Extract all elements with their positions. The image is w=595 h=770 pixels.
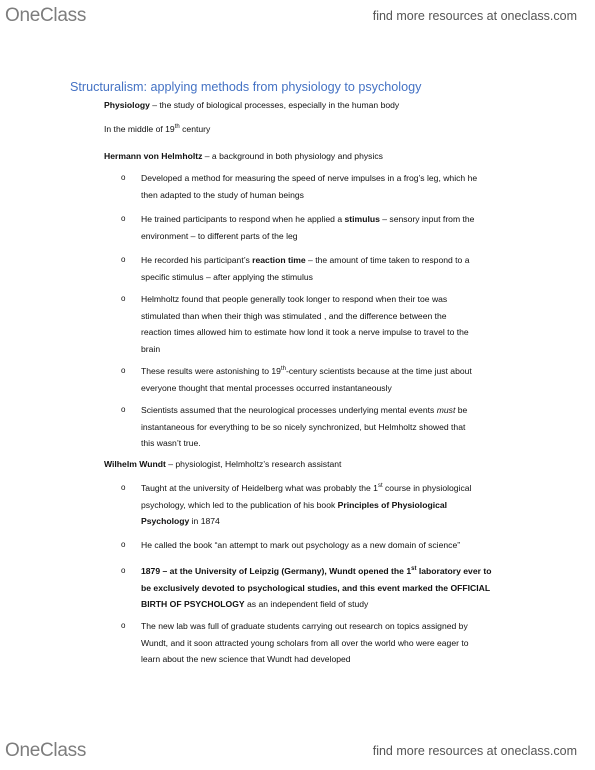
physiology-definition <box>104 99 399 111</box>
middle-sup: th <box>174 124 180 130</box>
superscript: st <box>377 483 383 489</box>
physiology-term: Physiology <box>104 100 150 110</box>
bullet-line <box>141 211 536 228</box>
text-run: These results were astonishing to 19 <box>141 366 281 376</box>
bold-run: laboratory ever to <box>416 566 492 576</box>
find-resources-link[interactable]: find more resources at oneclass.com <box>372 744 577 758</box>
middle-post: century <box>179 124 211 134</box>
wundt-name: Wilhelm Wundt <box>104 459 166 469</box>
bullet-line: The new lab was full of graduate students carrying out research on topics assigned by <box>141 621 468 631</box>
superscript: st <box>411 566 417 572</box>
page-header <box>0 0 595 30</box>
text-run: in 1874 <box>189 516 220 526</box>
bullet-line: Wundt, and it soon attracted young scholars from all over the world who were eager to <box>141 637 469 648</box>
text-run: Scientists assumed that the neurological processes underlying mental events <box>141 405 437 415</box>
bullet-line <box>141 402 536 419</box>
bullet-mark: o <box>121 255 126 264</box>
bullet-mark: o <box>121 173 126 182</box>
bullet-mark: o <box>121 214 126 223</box>
bullet-line: brain <box>141 343 161 354</box>
bullet-line <box>141 513 536 530</box>
find-resources-link[interactable]: find more resources at oneclass.com <box>372 9 577 23</box>
oneclass-logo-text: OneClass <box>5 5 87 26</box>
bullet-text <box>141 211 536 244</box>
bold-run: 1879 – at the University of Leipzig (Germany), Wundt opened the 1 <box>141 566 412 576</box>
bullet-line: Helmholtz found that people generally took longer to respond when their toe was <box>141 294 448 304</box>
bullet-mark: o <box>121 405 126 414</box>
bullet-line: this wasn’t true. <box>141 438 201 448</box>
wundt-heading <box>104 458 341 470</box>
bullet-text <box>141 563 536 613</box>
physiology-def: – the study of biological processes, especially in the human body <box>149 100 400 110</box>
bullet-text <box>141 480 536 530</box>
bullet-line <box>141 580 536 597</box>
bullet-text <box>141 402 536 452</box>
bullet-mark: o <box>121 621 126 630</box>
book-title: Psychology <box>141 516 190 526</box>
bullet-text <box>141 291 536 357</box>
bullet-line: specific stimulus – after applying the stimulus <box>141 271 313 282</box>
text-run: -century scientists because at the time just about <box>285 366 472 376</box>
text-run: course in physiological <box>382 483 472 493</box>
document-title: Structuralism: applying methods from physiology to psychology <box>70 80 422 94</box>
bullet-text <box>141 537 536 554</box>
bullet-text <box>141 363 536 396</box>
stimulus-term: stimulus <box>344 214 380 224</box>
text-run: – sensory input from the <box>379 214 475 224</box>
bullet-line <box>141 363 536 380</box>
bullet-line: reaction times allowed him to estimate how lond it took a nerve impulse to travel to the <box>141 327 469 337</box>
bullet-line: then adapted to the study of human beings <box>141 189 304 200</box>
oneclass-logo[interactable] <box>5 740 86 762</box>
bullet-mark: o <box>121 566 126 575</box>
bullet-line <box>141 252 536 269</box>
bullet-line <box>141 563 536 580</box>
emphasis: must <box>436 405 456 415</box>
oneclass-logo[interactable] <box>5 5 86 27</box>
bullet-text <box>141 252 536 285</box>
bullet-mark: o <box>121 366 126 375</box>
helmholtz-name: Hermann von Helmholtz <box>104 151 203 161</box>
middle-century-line <box>104 123 210 135</box>
wundt-desc: – physiologist, Helmholtz’s research assistant <box>165 459 342 469</box>
helmholtz-desc: – a background in both physiology and physics <box>202 151 383 161</box>
text-run: – the amount of time taken to respond to a <box>305 255 470 265</box>
bullet-mark: o <box>121 540 126 549</box>
superscript: th <box>280 366 286 372</box>
bullet-line: learn about the new science that Wundt had developed <box>141 654 351 664</box>
book-title: Principles of Physiological <box>337 499 448 510</box>
bullet-line: everyone thought that mental processes occurred instantaneously <box>141 382 392 393</box>
helmholtz-heading <box>104 150 383 162</box>
bullet-line: stimulated than when their thigh was stimulated , and the difference between the <box>141 310 447 321</box>
text-run: He trained participants to respond when he applied a <box>141 214 345 224</box>
bullet-line: environment – to different parts of the leg <box>141 230 298 241</box>
bullet-line: Developed a method for measuring the speed of nerve impulses in a frog’s leg, which he <box>141 173 478 183</box>
text-run: be <box>455 405 468 415</box>
text-run: He recorded his participant’s <box>141 255 253 265</box>
bullet-text <box>141 170 536 203</box>
bullet-line <box>141 480 536 497</box>
text-run: Taught at the university of Heidelberg what was probably the 1 <box>141 483 378 493</box>
middle-pre: In the middle of 19 <box>104 124 175 134</box>
reaction-time-term: reaction time <box>252 255 306 265</box>
oneclass-logo-text: OneClass <box>5 740 87 761</box>
bullet-line <box>141 497 536 514</box>
bullet-line: He called the book “an attempt to mark out psychology as a new domain of science” <box>141 540 461 550</box>
bullet-mark: o <box>121 294 126 303</box>
bullet-line: instantaneous for everything to be so nicely synchronized, but Helmholtz showed that <box>141 421 466 432</box>
bold-run: be exclusively devoted to psychological studies, and this event marked the OFFICIAL <box>141 582 491 593</box>
bullet-text <box>141 618 536 668</box>
page-footer <box>0 740 595 770</box>
bullet-mark: o <box>121 483 126 492</box>
text-run: psychology, which led to the publication of his book <box>141 499 338 510</box>
bold-run: BIRTH OF PSYCHOLOGY <box>141 599 245 609</box>
text-run: as an independent field of study <box>244 599 369 609</box>
bullet-line <box>141 596 536 613</box>
